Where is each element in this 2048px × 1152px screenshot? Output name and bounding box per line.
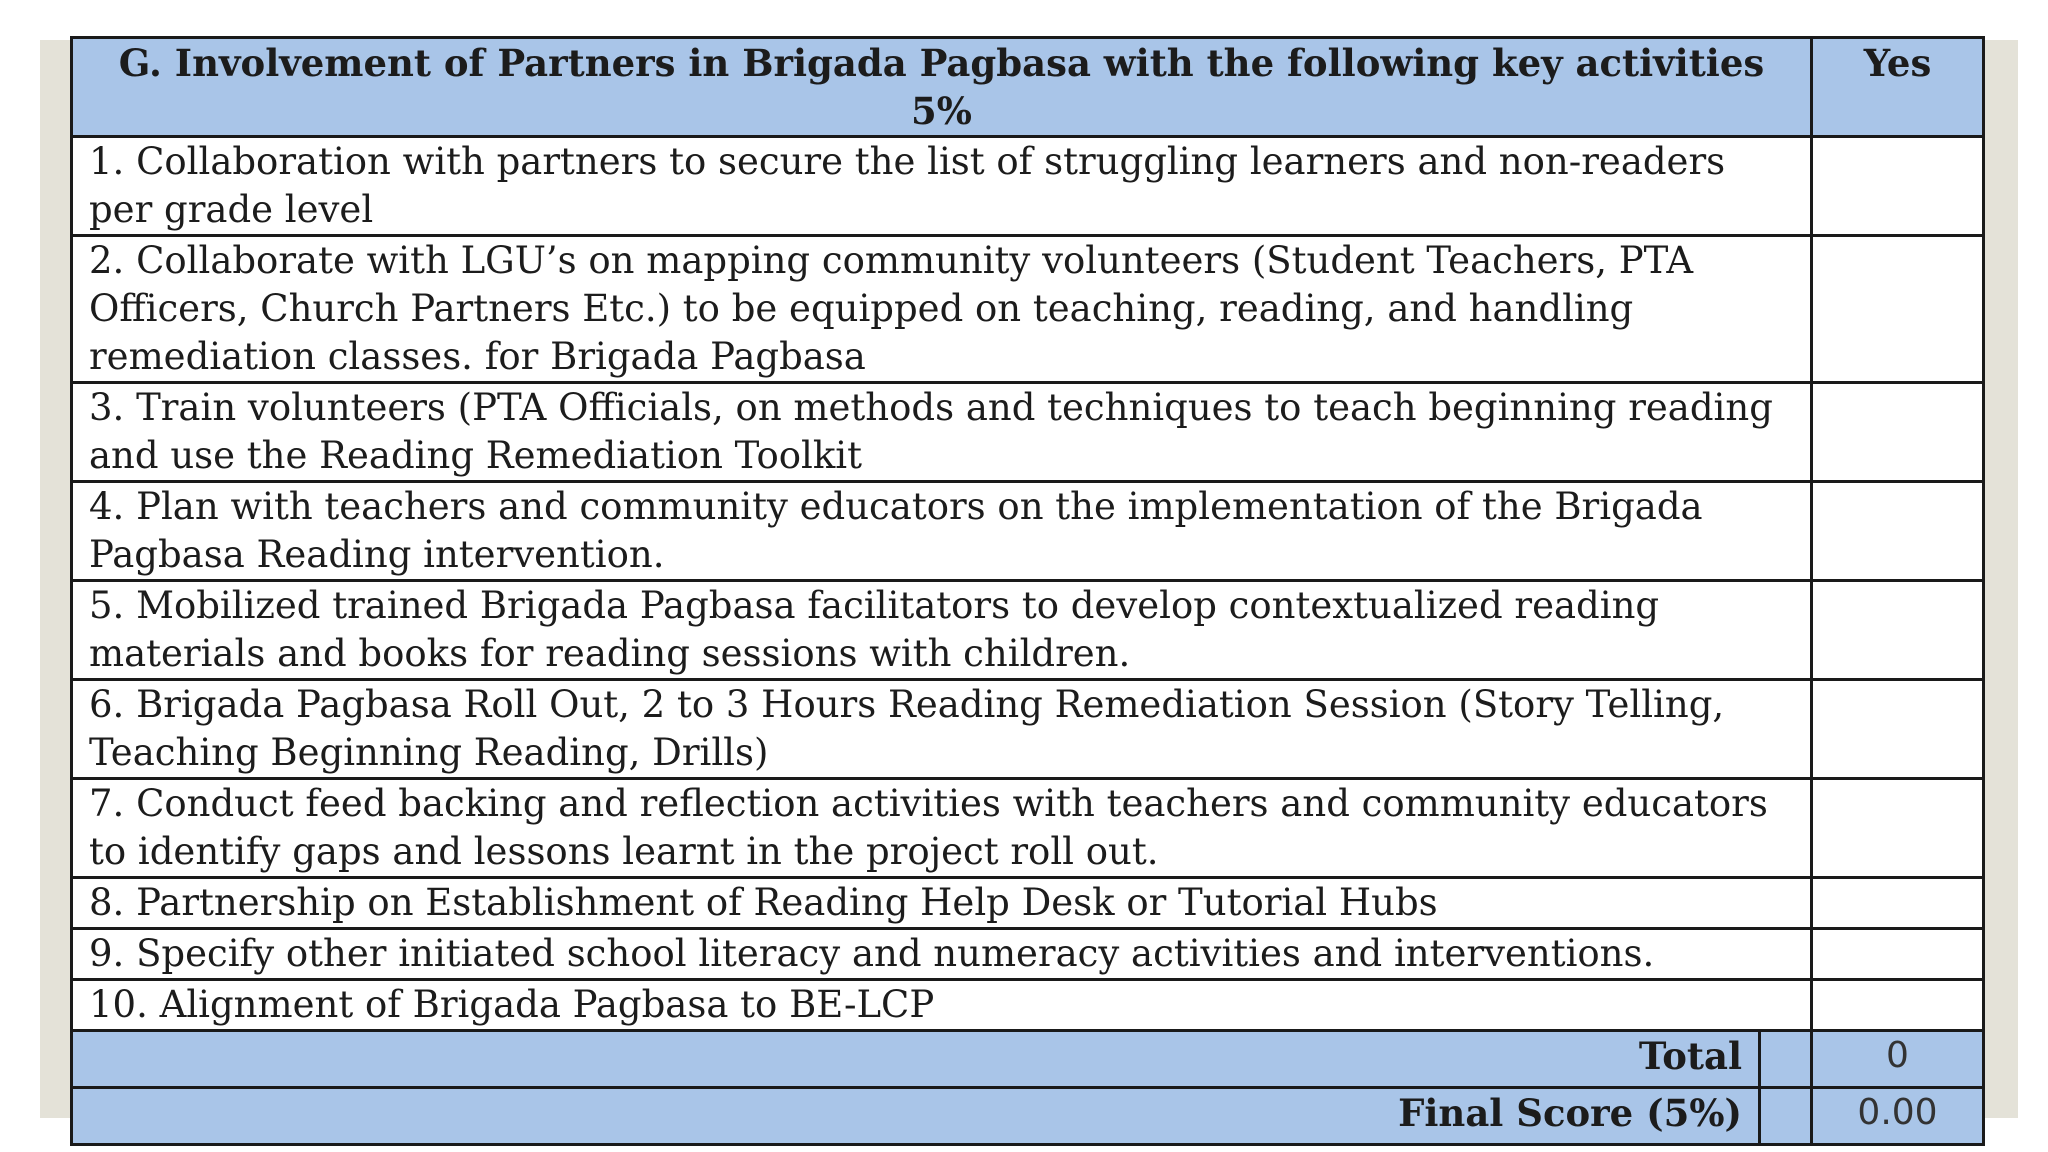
total-value: 0: [1812, 1031, 1984, 1088]
table-row: [72, 236, 1984, 383]
yes-cell-8[interactable]: [1812, 878, 1984, 929]
table-row: [72, 581, 1984, 680]
table-row: [72, 680, 1984, 779]
activity-item-7: 7. Conduct feed backing and reflection activities with teachers and community educators to identify gaps and lessons learnt in the project roll out.: [72, 779, 1812, 878]
activity-item-8: 8. Partnership on Establishment of Reading Help Desk or Tutorial Hubs: [72, 878, 1812, 929]
table-row: [72, 878, 1984, 929]
final-score-gap-cell: [1760, 1088, 1812, 1145]
activity-item-1: 1. Collaboration with partners to secure the list of struggling learners and non-readers per grade level: [72, 137, 1812, 236]
activity-item-4: 4. Plan with teachers and community educators on the implementation of the Brigada Pagbasa Reading intervention.: [72, 482, 1812, 581]
activity-item-5: 5. Mobilized trained Brigada Pagbasa facilitators to develop contextualized reading materials and books for reading sessions with children.: [72, 581, 1812, 680]
partner-involvement-table: [70, 36, 1985, 1146]
yes-cell-3[interactable]: [1812, 383, 1984, 482]
yes-cell-2[interactable]: [1812, 236, 1984, 383]
total-label: Total: [72, 1031, 1760, 1088]
section-title: G. Involvement of Partners in Brigada Pagbasa with the following key activities 5%: [72, 38, 1812, 137]
yes-cell-1[interactable]: [1812, 137, 1984, 236]
table-row: [72, 482, 1984, 581]
table-header-row: [72, 38, 1984, 137]
yes-cell-7[interactable]: [1812, 779, 1984, 878]
yes-column-header: Yes: [1812, 38, 1984, 137]
final-score-label: Final Score (5%): [72, 1088, 1760, 1145]
yes-cell-5[interactable]: [1812, 581, 1984, 680]
activity-item-6: 6. Brigada Pagbasa Roll Out, 2 to 3 Hours Reading Remediation Session (Story Telling, Teaching Beginning Reading, Drills): [72, 680, 1812, 779]
yes-cell-4[interactable]: [1812, 482, 1984, 581]
final-score-value: 0.00: [1812, 1088, 1984, 1145]
yes-cell-9[interactable]: [1812, 929, 1984, 980]
activity-item-10: 10. Alignment of Brigada Pagbasa to BE-LCP: [72, 980, 1812, 1031]
table-row: [72, 980, 1984, 1031]
final-score-row: [72, 1088, 1984, 1145]
table-row: [72, 383, 1984, 482]
total-row: [72, 1031, 1984, 1088]
activity-item-3: 3. Train volunteers (PTA Officials, on methods and techniques to teach beginning reading and use the Reading Remediation Toolkit: [72, 383, 1812, 482]
activity-item-9: 9. Specify other initiated school literacy and numeracy activities and interventions.: [72, 929, 1812, 980]
yes-cell-10[interactable]: [1812, 980, 1984, 1031]
table-row: [72, 779, 1984, 878]
table-row: [72, 137, 1984, 236]
yes-cell-6[interactable]: [1812, 680, 1984, 779]
table-row: [72, 929, 1984, 980]
activity-item-2: 2. Collaborate with LGU’s on mapping community volunteers (Student Teachers, PTA Officers, Church Partners Etc.) to be equipped on teaching, reading, and handling remediation classes. for Brigada Pagbasa: [72, 236, 1812, 383]
total-gap-cell: [1760, 1031, 1812, 1088]
